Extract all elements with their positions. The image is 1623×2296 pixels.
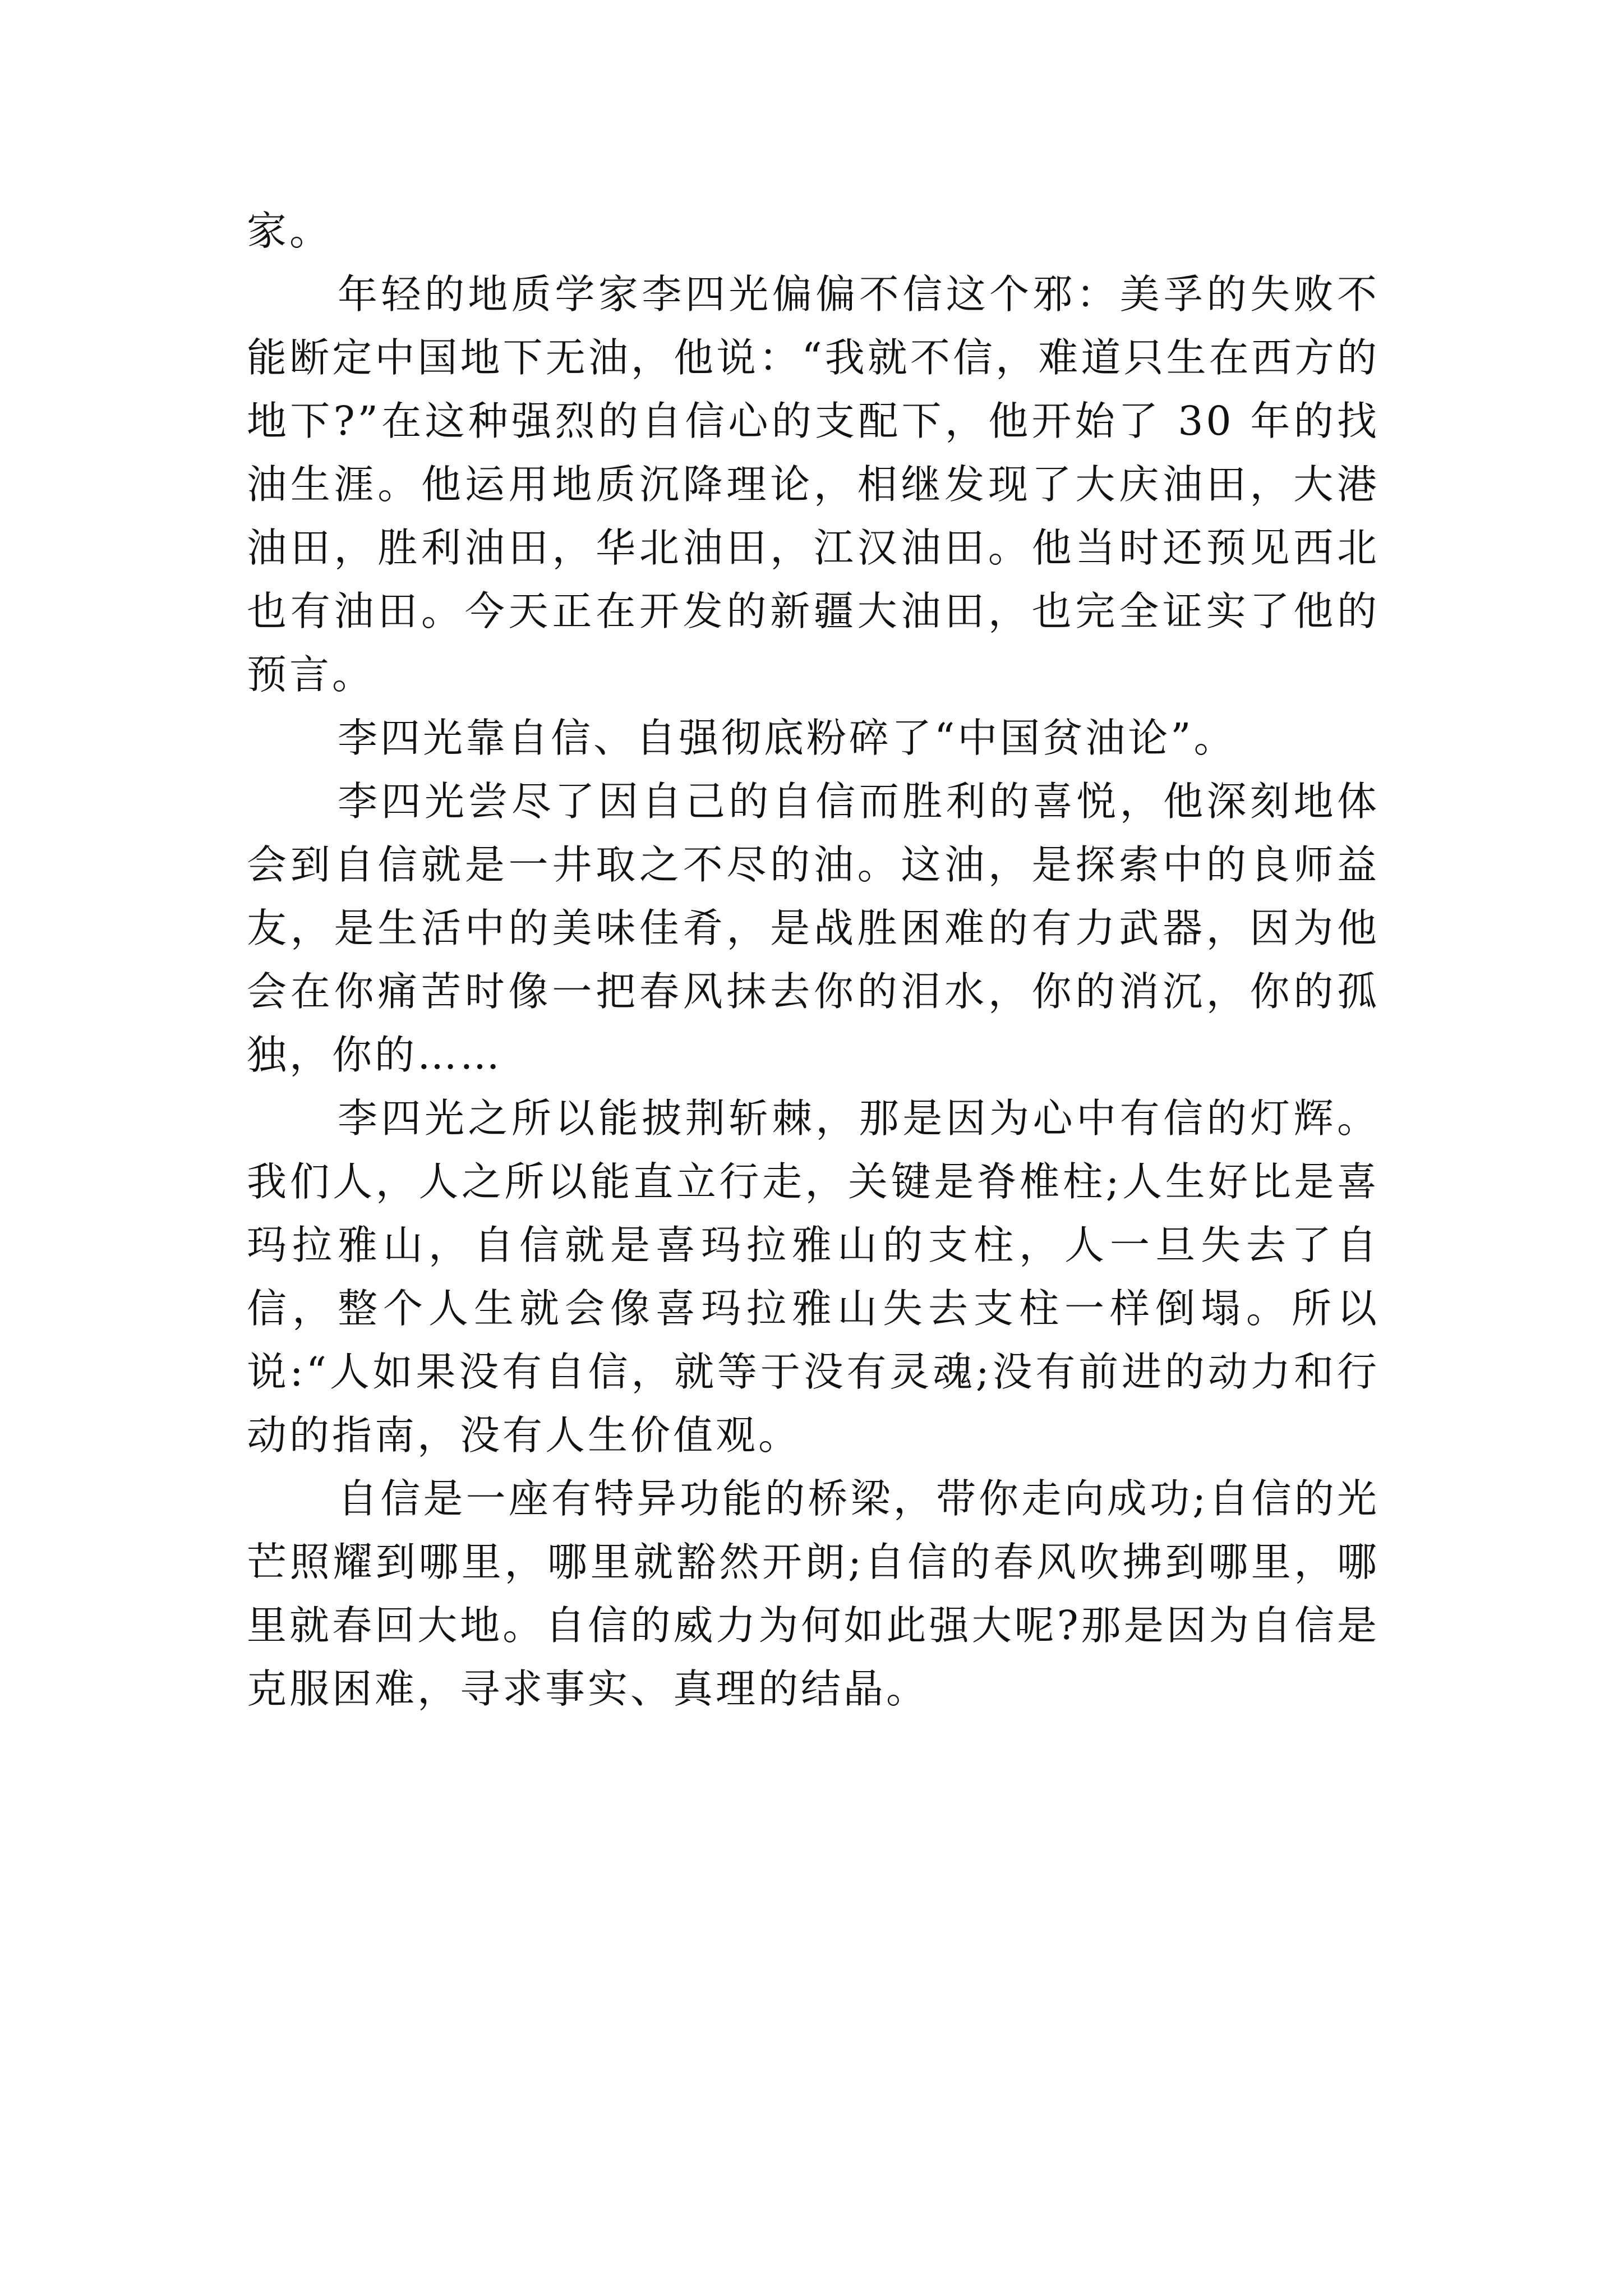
body-text (247, 199, 1380, 1720)
paragraph-continuation: 家。 (247, 208, 333, 254)
paragraph: 李四光靠自信、自强彻底粉碎了“中国贫油论”。 (338, 715, 1237, 761)
paragraph: 年轻的地质学家李四光偏偏不信这个邪：美孚的失败不能断定中国地下无油，他说：“我就不信，难道只生在西方的地下?”在这种强烈的自信心的支配下，他开始了 30 年的找油生涯。他运用地质沉降理论，相继发现了大庆油田，大港油田，胜利油田，华北油田，江汉油田。他当时还预见西北也有油田。今天正在开发的新疆大油田，也完全证实了他的预言。 (247, 271, 1380, 698)
paragraph: 自信是一座有特异功能的桥梁，带你走向成功;自信的光芒照耀到哪里，哪里就豁然开朗;自信的春风吹拂到哪里，哪里就春回大地。自信的威力为何如此强大呢?那是因为自信是克服困难，寻求事实、真理的结晶。 (247, 1475, 1380, 1712)
paragraph: 李四光尝尽了因自己的自信而胜利的喜悦，他深刻地体会到自信就是一井取之不尽的油。这油，是探索中的良师益友，是生活中的美味佳肴，是战胜困难的有力武器，因为他会在你痛苦时像一把春风抹去你的泪水，你的消沉，你的孤独，你的…… (247, 778, 1380, 1078)
paragraph: 李四光之所以能披荆斩棘，那是因为心中有信的灯辉。我们人，人之所以能直立行走，关键是脊椎柱;人生好比是喜玛拉雅山，自信就是喜玛拉雅山的支柱，人一旦失去了自信，整个人生就会像喜玛拉雅山失去支柱一样倒塌。所以说:“人如果没有自信，就等于没有灵魂;没有前进的动力和行动的指南，没有人生价值观。 (247, 1095, 1380, 1458)
